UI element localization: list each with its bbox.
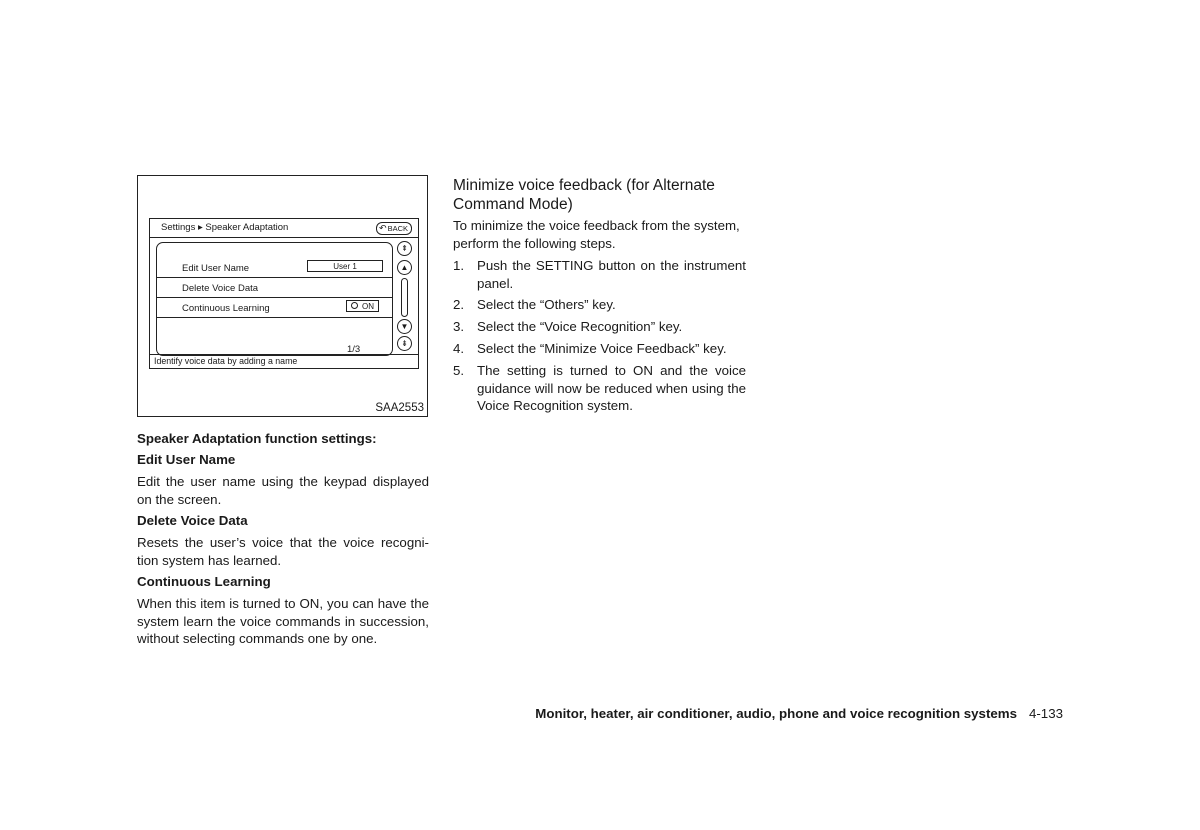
status-text: Identify voice data by adding a name (154, 356, 298, 366)
continuous-learning-toggle (346, 300, 379, 312)
display-screen (149, 218, 419, 369)
item-body-delete-voice-data: Resets the user’s voice that the voice recogni-tion system has learned. (137, 535, 429, 568)
item-title-delete-voice-data: Delete Voice Data (137, 513, 248, 528)
step-text: Select the “Voice Recognition” key. (477, 319, 683, 334)
step-number: 2. (453, 297, 465, 312)
list-item-continuous-learning (156, 298, 393, 318)
step-number: 1. (453, 258, 465, 273)
scroll-down-icon: ▼ (397, 319, 412, 334)
status-bar (150, 354, 418, 368)
page-indicator: 1/3 (347, 344, 361, 355)
item-body-edit-user-name: Edit the user name using the keypad displayed on the screen. (137, 474, 429, 507)
screen-header (150, 219, 418, 238)
list-item-edit-user-name (156, 258, 393, 278)
step-text: Push the SETTING button on the instrument panel. (477, 258, 746, 291)
scrollbar-track (401, 278, 408, 317)
page-footer (535, 706, 1063, 721)
step-item (453, 340, 746, 358)
item-title-edit-user-name: Edit User Name (137, 452, 236, 467)
scroll-up-icon: ▲ (397, 260, 412, 275)
step-number: 4. (453, 341, 465, 356)
footer-title: Monitor, heater, air conditioner, audio, phone and voice recognition systems (535, 706, 1017, 721)
list-item-label: Delete Voice Data (182, 283, 259, 294)
back-label: BACK (387, 224, 408, 233)
indicator-dot-icon (351, 302, 358, 309)
page-number: 4-133 (1028, 706, 1063, 721)
intro-text: To minimize the voice feedback from the system, perform the following steps. (453, 218, 740, 251)
back-button (376, 222, 412, 235)
figure-code: SAA2553 (375, 402, 424, 414)
page-down-icon: ⇟ (397, 336, 412, 351)
back-arrow-icon: ↶ (379, 223, 387, 233)
step-item (453, 257, 746, 292)
step-number: 3. (453, 319, 465, 334)
step-item (453, 296, 746, 314)
username-value-box: User 1 (307, 260, 383, 272)
breadcrumb: Settings ▸ Speaker Adaptation (161, 222, 289, 233)
section-heading-minimize-voice-feedback: Minimize voice feedback (for Alternate Command Mode) (453, 177, 715, 213)
item-body-continuous-learning: When this item is turned to ON, you can have the system learn the voice commands in succession, without selecting commands one by one. (137, 596, 429, 646)
list-item-label: Edit User Name (182, 263, 250, 274)
step-text: Select the “Minimize Voice Feedback” key. (477, 341, 727, 356)
section-heading: Speaker Adaptation function settings: (137, 431, 377, 446)
step-text: Select the “Others” key. (477, 297, 616, 312)
step-item (453, 362, 746, 415)
list-item-delete-voice-data (156, 278, 393, 298)
step-text: The setting is turned to ON and the voice guidance will now be reduced when using the Voice Recognition system. (477, 363, 746, 413)
step-number: 5. (453, 363, 465, 378)
item-title-continuous-learning: Continuous Learning (137, 574, 271, 589)
figure-screen-illustration (137, 175, 428, 417)
step-item (453, 318, 746, 336)
toggle-value: ON (362, 302, 374, 311)
list-item-label: Continuous Learning (182, 303, 270, 314)
page-up-icon: ⇞ (397, 241, 412, 256)
